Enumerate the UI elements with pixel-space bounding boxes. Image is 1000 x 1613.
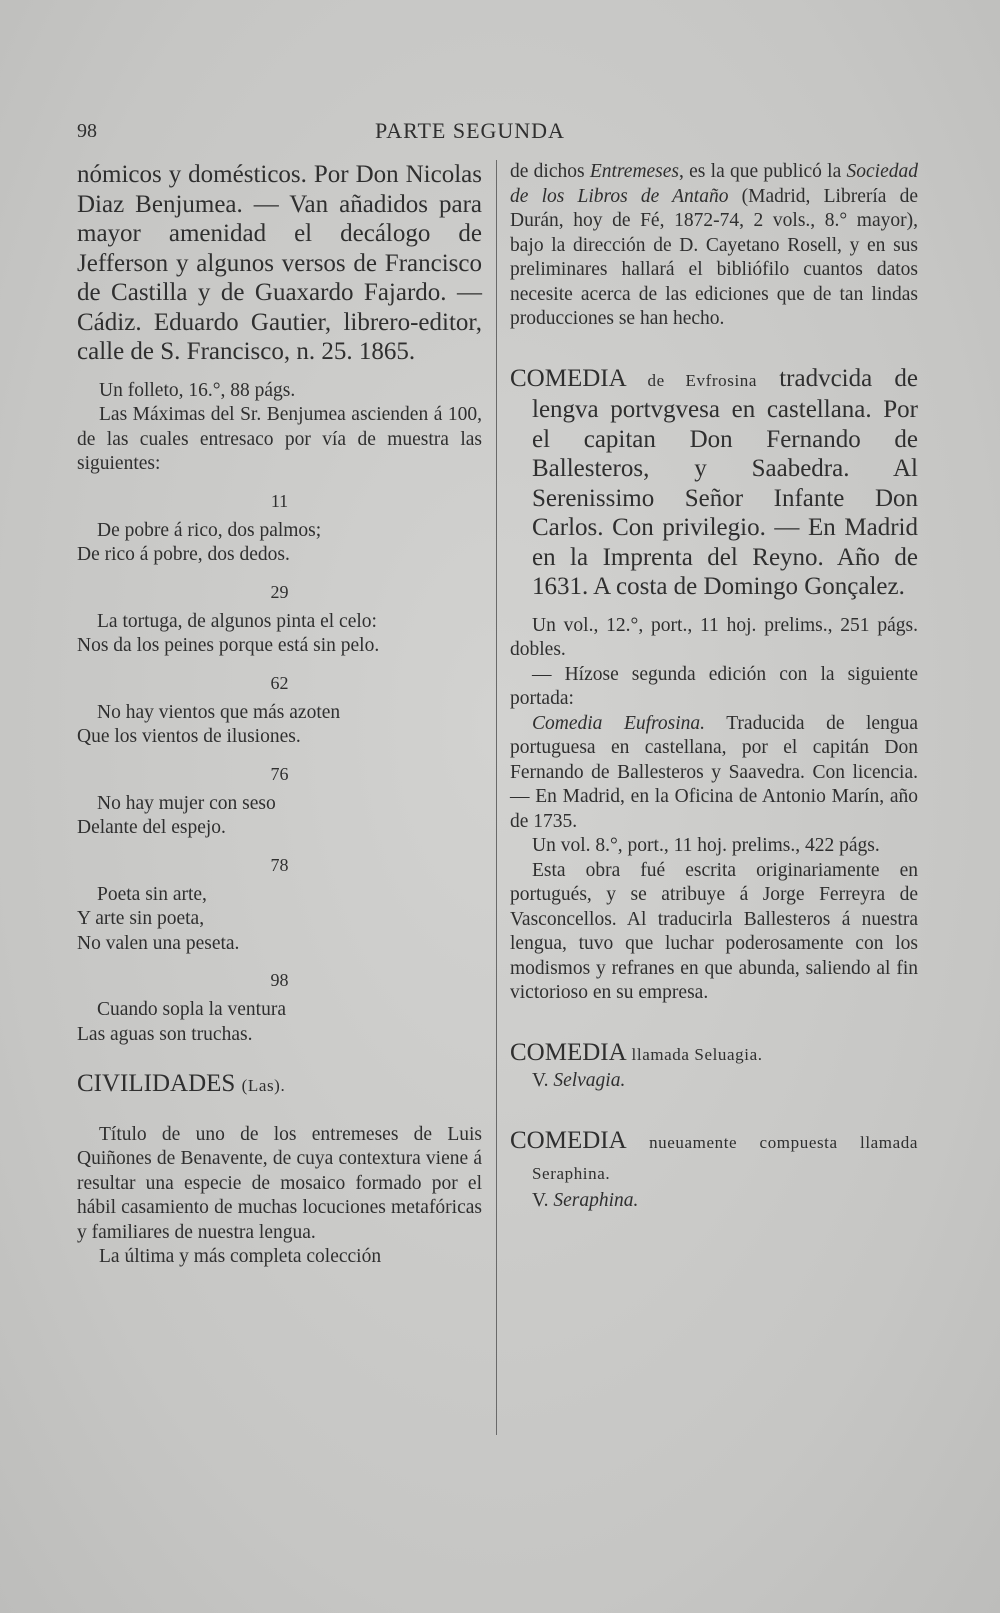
verse-line: Nos da los peines porque está sin pelo. bbox=[77, 635, 380, 656]
text-run: V. bbox=[532, 1070, 554, 1091]
proverb-number: 98 bbox=[270, 970, 289, 990]
proverb-number: 29 bbox=[270, 581, 289, 602]
verse-line: No hay mujer con seso bbox=[97, 792, 276, 814]
verse-line: De rico á pobre, dos dedos. bbox=[77, 544, 290, 565]
civilidades-coleccion: La última y más completa colección bbox=[99, 1246, 382, 1267]
text-run: Traducida de lengua portuguesa en castellana, por el capitán Don Fernando de Ballesteros y Saavedra. Con licencia. — En Madrid, en la Oficina de Antonio Marín, año de 1735. bbox=[510, 712, 918, 832]
seluagia-entry bbox=[510, 1038, 918, 1070]
coleccion-continuation bbox=[510, 160, 918, 332]
civilidades-title: CIVILIDADES bbox=[77, 1070, 236, 1097]
maximas-intro: Las Máximas del Sr. Benjumea ascienden á 100, de las cuales entresaco por vía de muestra las siguientes: bbox=[77, 404, 482, 474]
civilidades-heading bbox=[77, 1069, 482, 1101]
eufrosina-volume: Un vol., 12.°, port., 11 hoj. prelims., 251 págs. dobles. bbox=[510, 614, 918, 660]
text-run: , es la que publicó la bbox=[679, 161, 847, 182]
running-head: PARTE SEGUNDA bbox=[375, 118, 565, 143]
proverb-number: 76 bbox=[270, 763, 289, 784]
entry-heading: COMEDIA bbox=[510, 1126, 626, 1154]
verse-line: No valen una peseta. bbox=[77, 932, 240, 954]
cross-reference: Seraphina. bbox=[553, 1189, 639, 1211]
segunda-portada bbox=[510, 712, 918, 835]
text-run: de dichos bbox=[510, 161, 590, 182]
right-column bbox=[510, 160, 918, 1213]
page-number: 98 bbox=[77, 120, 97, 142]
entry-smallcaps: nueuamente compuesta llamada Seraphina. bbox=[532, 1132, 919, 1183]
proverb-29 bbox=[77, 580, 482, 659]
comedia-eufrosina-italic: Comedia Eufrosina. bbox=[532, 712, 706, 734]
verse-line: No hay vientos que más azoten bbox=[97, 701, 341, 723]
column-divider bbox=[496, 160, 497, 1435]
entremeses-italic: Entremeses bbox=[589, 161, 680, 182]
proverb-number: 11 bbox=[270, 490, 289, 511]
proverb-78 bbox=[77, 853, 482, 957]
civilidades-description: Título de uno de los entremeses de Luis Quiñones de Benavente, de cuya contextura viene á resultar una especie de mosaico formado por el hábil casamiento de muchas locuciones metafóricas y familiares de nuestra lengua. bbox=[77, 1123, 482, 1243]
proverb-98 bbox=[77, 968, 482, 1047]
seraphina-entry bbox=[510, 1126, 918, 1189]
entry-smallcaps: llamada Seluagia. bbox=[631, 1044, 763, 1064]
verse-line: Poeta sin arte, bbox=[97, 883, 207, 905]
segunda-edicion: — Hízose segunda edición con la siguiente portada: bbox=[510, 663, 918, 709]
seluagia-ref bbox=[510, 1069, 918, 1094]
entry-continuation: nómicos y domésticos. Por Don Nicolas Diaz Benjumea. — Van añadidos para mayor amenidad el decálogo de Jefferson y algunos versos de Francisco de Castilla y de Guaxardo Fajardo. — Cádiz. Eduardo Gautier, librero-editor, calle de S. Francisco, n. 25. 1865. bbox=[77, 161, 482, 365]
verse-line: Y arte sin poeta, bbox=[77, 908, 205, 929]
proverb-11 bbox=[77, 489, 482, 568]
eufrosina-entry bbox=[510, 364, 918, 602]
text-run: (Madrid, Librería de Durán, hoy de Fé, 1872-74, 2 vols., 8.° mayor), bajo la dirección de D. Cayetano Rosell, y en sus preliminares hallará el bibliófilo cuantos datos necesite acerca de las ediciones que de tan lindas producciones se han hecho. bbox=[510, 185, 918, 329]
segunda-volume: Un vol. 8.°, port., 11 hoj. prelims., 422 págs. bbox=[532, 835, 880, 856]
entry-title-text: tradvcida de lengva portvgvesa en castellana. Por el capitan Don Fernando de Ballesteros, y Saabedra. Al Serenissimo Señor Infante Don Carlos. Con privilegio. — En Madrid en la Imprenta del Reyno. Año de 1631. A costa de Domingo Gonçalez. bbox=[532, 364, 918, 600]
verse-line: Delante del espejo. bbox=[77, 817, 226, 838]
civilidades-las: (Las). bbox=[241, 1076, 286, 1095]
text-run: V. bbox=[532, 1189, 554, 1211]
cross-reference: Selvagia. bbox=[553, 1070, 626, 1091]
entry-smallcaps: de Evfrosina bbox=[647, 370, 758, 390]
verse-line: Las aguas son truchas. bbox=[77, 1023, 253, 1045]
left-column bbox=[77, 160, 482, 1270]
proverb-number: 62 bbox=[270, 672, 289, 693]
sociedad-italic: Sociedad de los Libros de Antaño bbox=[510, 161, 918, 207]
proverb-number: 78 bbox=[270, 854, 289, 875]
entry-heading: COMEDIA bbox=[510, 364, 626, 392]
seraphina-ref bbox=[510, 1189, 918, 1214]
proverb-76 bbox=[77, 762, 482, 841]
verse-line: Cuando sopla la ventura bbox=[97, 999, 286, 1020]
obra-note: Esta obra fué escrita originariamente en portugués, y se atribuye á Jorge Ferreyra de Vasconcellos. Al traducirla Ballesteros á nuestra lengua, tuvo que luchar poderosamente con los modismos y refranes en que abunda, saliendo al fin victorioso en su empresa. bbox=[510, 859, 918, 1003]
verse-line: La tortuga, de algunos pinta el celo: bbox=[97, 610, 377, 632]
folleto-note: Un folleto, 16.°, 88 págs. bbox=[99, 379, 296, 401]
verse-line: De pobre á rico, dos palmos; bbox=[97, 519, 322, 541]
verse-line: Que los vientos de ilusiones. bbox=[77, 726, 301, 747]
proverb-62 bbox=[77, 671, 482, 750]
entry-heading: COMEDIA bbox=[510, 1038, 626, 1066]
